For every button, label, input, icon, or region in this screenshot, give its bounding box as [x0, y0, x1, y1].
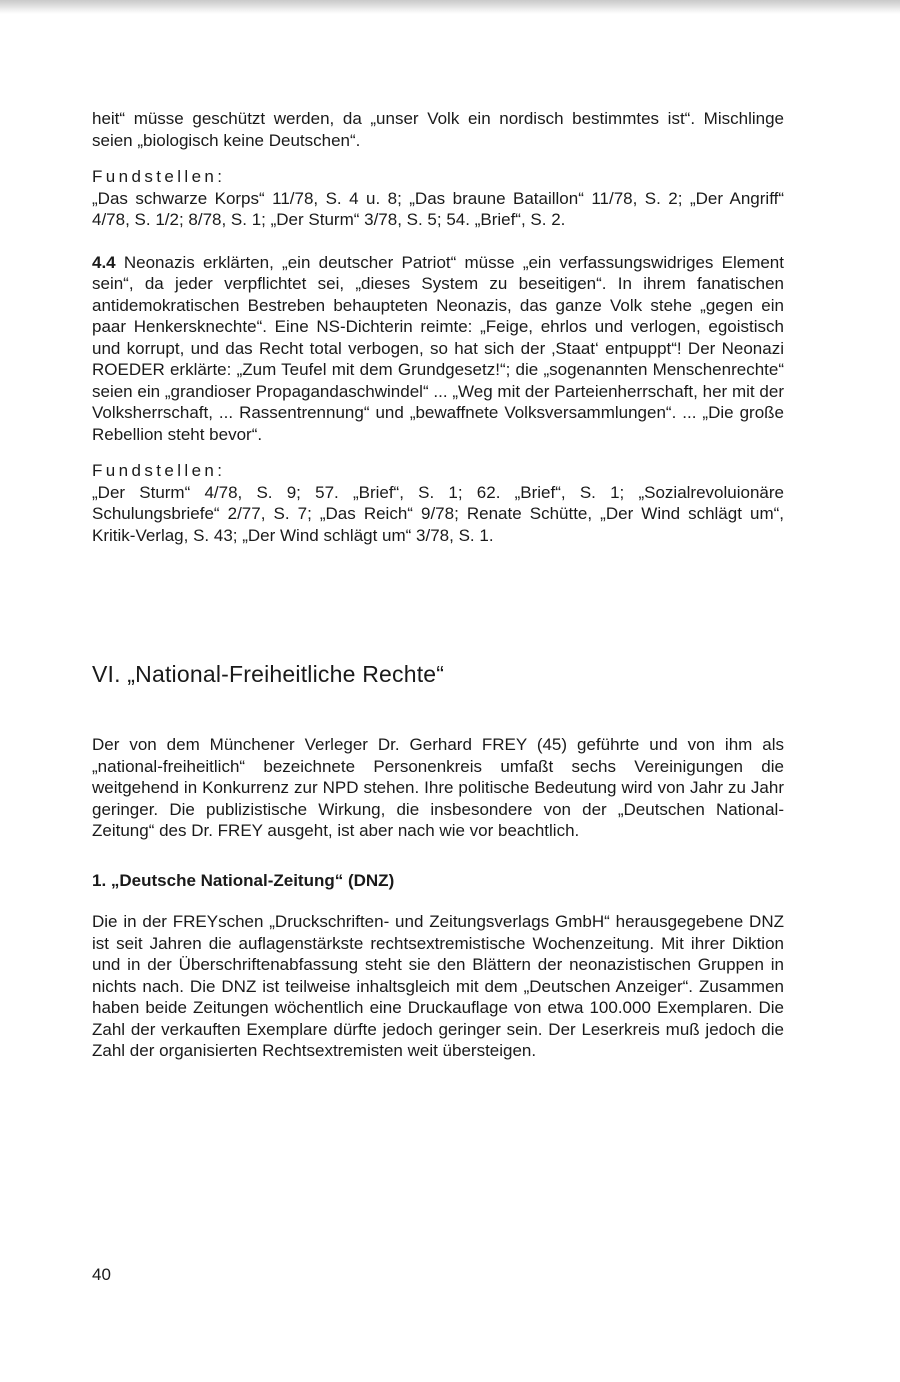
- section-heading: VI. „National-Freiheitliche Rechte“: [92, 661, 445, 687]
- sub-heading: 1. „Deutsche National-Zeitung“ (DNZ): [92, 870, 395, 890]
- section-intro: Der von dem Münchener Verleger Dr. Gerhard FREY (45) geführte und von ihm als „national-freiheitlich“ bezeichnete Personenkreis umfaßt sechs Vereinigungen die weitgehend in Konkurrenz zur NPD stehen. Ihre politische Bedeutung wird von Jahr zu Jahr geringer. Die publizistische Wirkung, die insbesondere von der „Deutschen National-Zeitung“ des Dr. FREY ausgeht, ist aber nach wie vor beachtlich.: [92, 735, 784, 840]
- sources-label: Fundstellen:: [92, 461, 226, 480]
- section-body: Die in der FREYschen „Druckschriften- und Zeitungsverlags GmbH“ herausgegebene DNZ ist seit Jahren die auflagenstärkste rechtsextremistische Wochenzeitung. Mit ihrer Diktion und in der Überschriftenabfassung steht sie den Blättern der neonazistischen Gruppen in nichts nach. Die DNZ ist teilweise inhaltsgleich mit dem „Deutschen Anzeiger“. Zusammen haben beide Zeitungen wöchentlich eine Druckauflage von etwa 100.000 Exemplaren. Die Zahl der verkauften Exemplare dürfte jedoch geringer sein. Der Leserkreis muß jedoch die Zahl der organisierten Rechtsextremisten weit übersteigen.: [92, 912, 784, 1060]
- page-number: 40: [92, 1265, 111, 1284]
- sources-list: „Das schwarze Korps“ 11/78, S. 4 u. 8; „Das braune Bataillon“ 11/78, S. 2; „Der Angriff“ 4/78, S. 1/2; 8/78, S. 1; „Der Sturm“ 3/78, S. 5; 54. „Brief“, S. 2.: [92, 188, 784, 229]
- scan-edge-shadow: [0, 0, 900, 14]
- paragraph-text: Neonazis erklärten, „ein deutscher Patriot“ müsse „ein verfassungswidriges Element sein“, da jeder verpflichtet sei, „dieses System zu beseitigen“. In ihrem fanatischen antidemokratischen Bestreben behaupteten Neonazis, das ganze Volk stehe „gegen ein paar Henkersknechte“. Eine NS-Dichterin reimte: „Feige, ehrlos und verlogen, egoistisch und korrupt, und das Recht total verbogen, so hat sich der ‚Staat‘ entpuppt“! Der Neonazi ROEDER erklärte: „Zum Teufel mit dem Grundgesetz!“; die „sogenannten Menschenrechte“ seien ein „grandioser Propagandaschwindel“ ... „Weg mit der Parteienherrschaft, her mit der Volksherrschaft, ... Rassentrennung“ und „bewaffnete Volksversammlungen“. ... „Die große Rebellion steht bevor“.: [92, 252, 784, 444]
- document-page: [92, 108, 784, 1062]
- paragraph-continuation: heit“ müsse geschützt werden, da „unser Volk ein nordisch bestimmtes ist“. Mischlinge seien „biologisch keine Deutschen“.: [92, 109, 784, 150]
- paragraph-number: 4.4: [92, 252, 116, 272]
- sources-label: Fundstellen:: [92, 167, 226, 186]
- paragraph-4-4: [92, 252, 784, 446]
- sources-list: „Der Sturm“ 4/78, S. 9; 57. „Brief“, S. 1; 62. „Brief“, S. 1; „Sozialrevoluionäre Schulungsbriefe“ 2/77, S. 7; „Das Reich“ 9/78; Renate Schütte, „Der Wind schlägt um“, Kritik-Verlag, S. 43; „Der Wind schlägt um“ 3/78, S. 1.: [92, 482, 784, 545]
